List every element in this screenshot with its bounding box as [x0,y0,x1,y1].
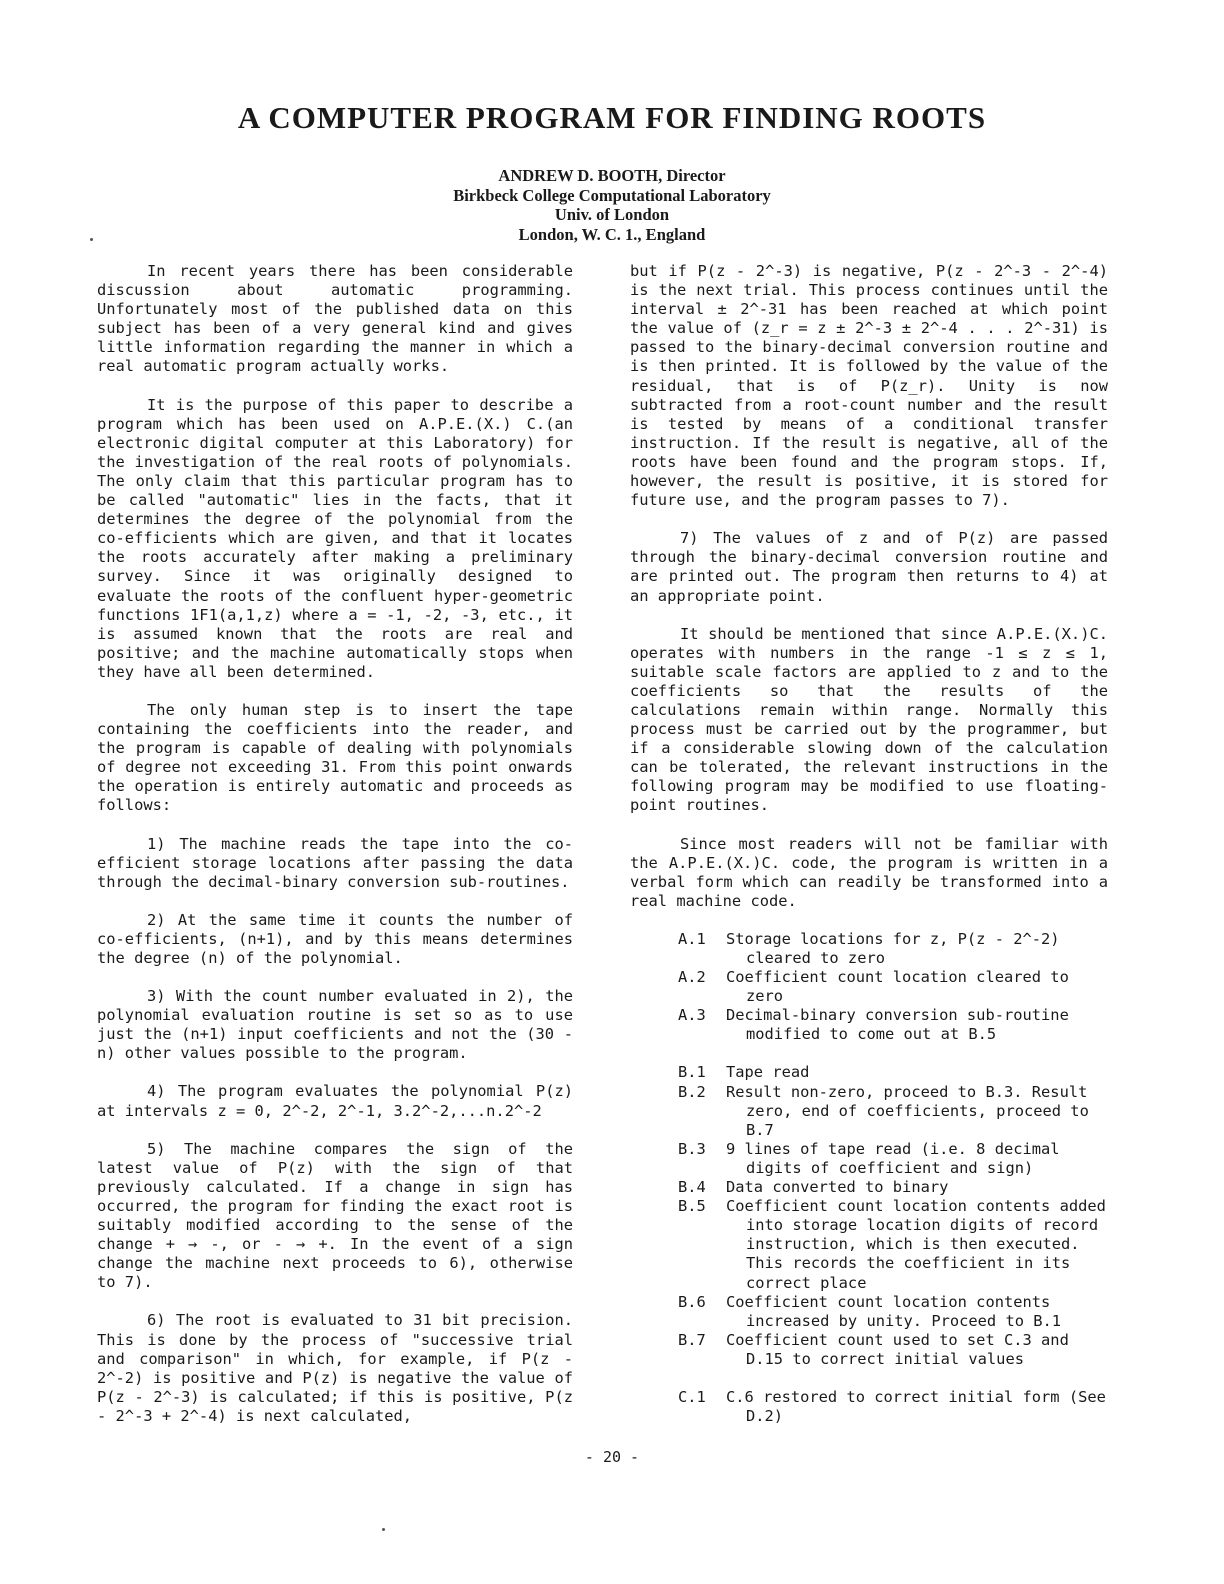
step-text: Result non-zero, proceed to B.3. Result zero, end of coefficients, proceed to B.7 [726,1082,1089,1139]
paragraph: In recent years there has been considerable discussion about automatic programming. Unfortunately most of the published data on this subject has been of a very general kind and gives little information regarding the manner in which a real automatic program actually works. [97,262,573,376]
step-text: Coefficient count location contents increased by unity. Proceed to B.1 [726,1292,1062,1330]
step-code: B.7 [678,1330,706,1349]
step-code: B.6 [678,1292,706,1311]
program-steps-b [678,1063,1108,1369]
scan-speck [382,1528,385,1531]
paragraph: 3) With the count number evaluated in 2), the polynomial evaluation routine is set so as to use just the (n+1) input coefficients and not the (30 - n) other values possible to the program. [97,987,573,1063]
step-code: B.5 [678,1197,706,1216]
paragraph: 7) The values of z and of P(z) are passed through the binary-decimal conversion routine and are printed out. The program then returns to 4) at an appropriate point. [630,529,1108,605]
step-text: Coefficient count location cleared to zero [726,968,1069,1006]
paper-title: A COMPUTER PROGRAM FOR FINDING ROOTS [237,100,987,135]
step-code: B.2 [678,1082,706,1101]
paragraph: 6) The root is evaluated to 31 bit precision. This is done by the process of "successive trial and comparison" in which, for example, if P(z - 2^-2) is positive and P(z) is negative the value of P(z - 2^-3) is calculated; if this is positive, P(z - 2^-3 + 2^-4) is next calculated, [97,1311,573,1425]
step-code: B.4 [678,1178,706,1197]
program-steps-a [678,930,1108,1045]
step-text: Data converted to binary [726,1178,949,1197]
step-code: A.2 [678,968,706,987]
program-step [678,1388,1108,1426]
step-text: C.6 restored to correct initial form (See D.2) [726,1387,1106,1426]
author-block [0,166,1224,244]
author-name: ANDREW D. BOOTH, Director [498,166,726,185]
paragraph: It is the purpose of this paper to describe a program which has been used on A.P.E.(X.) C.(an electronic digital computer at this Laboratory) for the investigation of the real roots of polynomials. The only claim that this particular program has to be called "automatic" lies in the facts, that it determines the degree of the polynomial from the co-efficients which are given, and that it locates the roots accurately after making a preliminary survey. Since it was originally designed to evaluate the roots of the confluent hyper-geometric functions 1F1(a,1,z) where a = -1, -2, -3, etc., it is assumed known that the roots are real and positive; and the machine automatically stops when they have all been determined. [97,395,573,681]
program-step [678,1331,1108,1369]
program-step [678,1006,1108,1044]
step-code: B.3 [678,1139,706,1158]
step-code: A.1 [678,929,706,948]
program-steps-c [678,1388,1108,1426]
program-step [678,968,1108,1006]
paragraph: It should be mentioned that since A.P.E.(X.)C. operates with numbers in the range -1 ≤ z ≤ 1, suitable scale factors are applied to z and to the coefficients so that the results of the calculations remain within range. Normally this process must be carried out by the programmer, but if a considerable slowing down of the calculation can be tolerated, the relevant instructions in the following program may be modified to use floating-point routines. [630,624,1108,815]
program-step [678,1293,1108,1331]
left-column [97,262,573,1445]
author-affiliation: Birkbeck College Computational Laboratory [453,185,771,205]
step-text: Decimal-binary conversion sub-routine modified to come out at B.5 [726,1006,1069,1044]
scan-speck [90,238,93,241]
program-step [678,1197,1108,1292]
step-text: Storage locations for z, P(z - 2^-2) cleared to zero [726,929,1060,967]
paragraph: The only human step is to insert the tape containing the coefficients into the reader, and the program is capable of dealing with polynomials of degree not exceeding 31. From this point onwards the operation is entirely automatic and proceeds as follows: [97,700,573,815]
step-code: B.1 [678,1063,706,1082]
author-university: Univ. of London [554,205,670,224]
page-number: - 20 - [584,1448,640,1466]
paragraph: but if P(z - 2^-3) is negative, P(z - 2^-3 - 2^-4) is the next trial. This process continues until the interval ± 2^-31 has been reached at which point the value of (z_r = z ± 2^-3 ± 2^-4 . . . 2^-31) is passed to the binary-decimal conversion routine and is then printed. It is followed by the value of the residual, that is of P(z_r). Unity is now subtracted from a root-count number and the result is tested by means of a conditional transfer instruction. If the result is negative, all of the roots have been found and the program stops. If, however, the result is positive, it is stored for future use, and the program passes to 7). [630,262,1108,510]
program-step [678,1063,1108,1082]
step-text: Coefficient count location contents added into storage location digits of record instruction, which is then executed. This records the coefficient in its correct place [726,1197,1106,1292]
paragraph: 4) The program evaluates the polynomial P(z) at intervals z = 0, 2^-2, 2^-1, 3.2^-2,...n.2^-2 [97,1082,573,1120]
step-text: 9 lines of tape read (i.e. 8 decimal digits of coefficient and sign) [726,1139,1060,1177]
program-step [678,930,1108,968]
step-code: A.3 [678,1006,706,1025]
program-step [678,1083,1108,1140]
program-step [678,1178,1108,1197]
author-location: London, W. C. 1., England [518,224,706,244]
step-text: Tape read [726,1063,810,1082]
paragraph: Since most readers will not be familiar with the A.P.E.(X.)C. code, the program is written in a verbal form which can readily be transformed into a real machine code. [630,834,1108,910]
paragraph: 1) The machine reads the tape into the co-efficient storage locations after passing the data through the decimal-binary conversion sub-routines. [97,834,573,891]
paragraph: 5) The machine compares the sign of the latest value of P(z) with the sign of that previously calculated. If a change in sign has occurred, the program for finding the exact root is suitably modified according to the sense of the change + → -, or - → +. In the event of a sign change the machine next proceeds to 6), otherwise to 7). [97,1139,573,1292]
right-column [630,262,1108,1445]
step-code: C.1 [678,1387,706,1406]
paragraph: 2) At the same time it counts the number of co-efficients, (n+1), and by this means determines the degree (n) of the polynomial. [97,910,573,967]
program-step [678,1140,1108,1178]
step-text: Coefficient count used to set C.3 and D.15 to correct initial values [726,1330,1069,1368]
